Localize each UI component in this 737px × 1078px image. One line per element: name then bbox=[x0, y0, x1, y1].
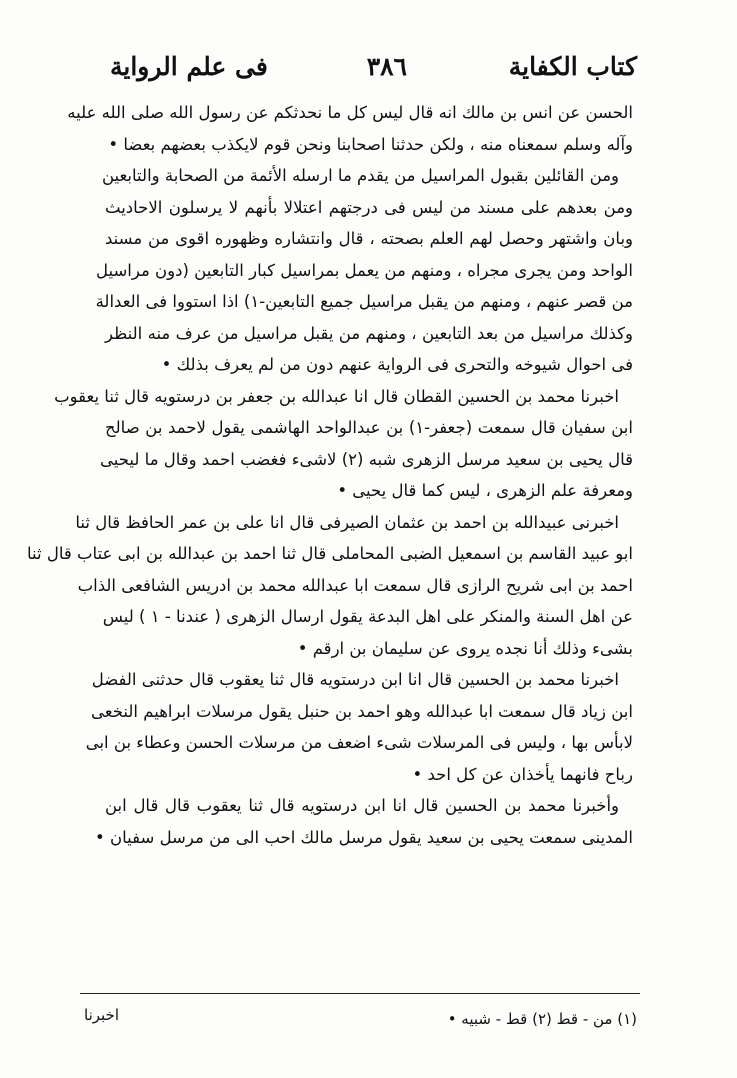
page-number: ٣٨٦ bbox=[366, 52, 407, 81]
text-line: قال يحيى بن سعيد مرسل الزهرى شبه (٢) لاشىء فغضب احمد وقال ما ليحيى bbox=[100, 449, 633, 469]
text-line: ابن زياد قال سمعت ابا عبدالله وهو احمد بن حنبل يقول مرسلات ابراهيم النخعى bbox=[91, 701, 633, 721]
text-line: الواحد ومن يجرى مجراه ، ومنهم من يعمل بمراسيل كبار التابعين (دون مراسيل bbox=[95, 260, 633, 280]
footnote-divider bbox=[80, 993, 640, 994]
text-line: وآله وسلم سمعناه منه ، ولكن حدثنا اصحابنا ونحن قوم لايكذب بعضهم بعضا • bbox=[108, 134, 633, 154]
text-line: ابن سفيان قال سمعت (جعفر-١) بن عبدالواحد الهاشمى يقول لاحمد بن صالح bbox=[105, 418, 633, 437]
text-line: وبان واشتهر وحصل لهم العلم بصحته ، قال وانتشاره وظهوره اقوى من مسند bbox=[105, 229, 633, 248]
text-line: رباح فانهما يأخذان عن كل احد • bbox=[412, 764, 633, 784]
text-line: اخبرنا محمد بن الحسين قال انا ابن درستويه قال ثنا يعقوب قال حدثنى الفضل bbox=[91, 670, 619, 689]
text-line: ومعرفة علم الزهرى ، ليس كما قال يحيى • bbox=[337, 481, 633, 500]
text-line: ومن القائلين بقبول المراسيل من يقدم ما ارسله الأئمة من الصحابة والتابعين bbox=[101, 166, 619, 185]
section-title: فى علم الرواية bbox=[110, 52, 268, 81]
text-line: اخبرنا محمد بن الحسين القطان قال انا عبدالله بن جعفر بن درستويه قال ثنا يعقوب bbox=[54, 386, 619, 406]
text-line: عن اهل السنة والمنكر على اهل البدعة يقول ارسال الزهرى ( عندنا - ١ ) ليس bbox=[102, 607, 633, 626]
text-line: ابو عبيد القاسم بن اسمعيل الضبى المحاملى قال ثنا احمد بن عبدالله بن ابى عتاب قال ثنا bbox=[27, 544, 633, 563]
text-line: وكذلك مراسيل من بعد التابعين ، ومنهم من يقبل مراسيل من عرف منه النظر bbox=[105, 323, 633, 343]
text-line: من قصر عنهم ، ومنهم من يقبل مراسيل جميع التابعين-١) اذا استووا فى العدالة bbox=[95, 292, 633, 311]
text-line: ومن بعدهم على مسند من ليس فى درجتهم اعتلالا بأنهم لا يرسلون الاحاديث bbox=[105, 197, 633, 217]
text-line: الحسن عن انس بن مالك انه قال ليس كل ما نحدثكم عن رسول الله صلى الله عليه bbox=[67, 103, 633, 122]
book-title: كتاب الكفاية bbox=[508, 52, 637, 81]
text-line: لابأس بها ، وليس فى المرسلات شىء اضعف من مرسلات الحسن وعطاء بن ابى bbox=[85, 733, 633, 752]
main-text bbox=[27, 97, 633, 853]
footnote: (١) من - قط (٢) قط - شبيه • bbox=[447, 1010, 637, 1028]
page-header bbox=[110, 52, 637, 92]
text-line: اخبرنى عبيدالله بن احمد بن عثمان الصيرفى قال انا على بن عمر الحافظ قال ثنا bbox=[75, 512, 619, 532]
text-line: بشىء وذلك أنا نجده يروى عن سليمان بن ارقم • bbox=[297, 638, 633, 658]
text-line: وأخبرنا محمد بن الحسين قال انا ابن درستويه قال ثنا يعقوب قال قال ابن bbox=[105, 796, 619, 815]
text-line: المدينى سمعت يحيى بن سعيد يقول مرسل مالك احب الى من مرسل سفيان • bbox=[95, 827, 633, 847]
catchword: اخبرنا bbox=[84, 1006, 119, 1024]
text-line: احمد بن ابى شريح الرازى قال سمعت ابا عبدالله محمد بن ادريس الشافعى الذاب bbox=[77, 575, 633, 595]
text-line: فى احوال شيوخه والتحرى فى الرواية عنهم دون من لم يعرف بذلك • bbox=[161, 355, 633, 374]
